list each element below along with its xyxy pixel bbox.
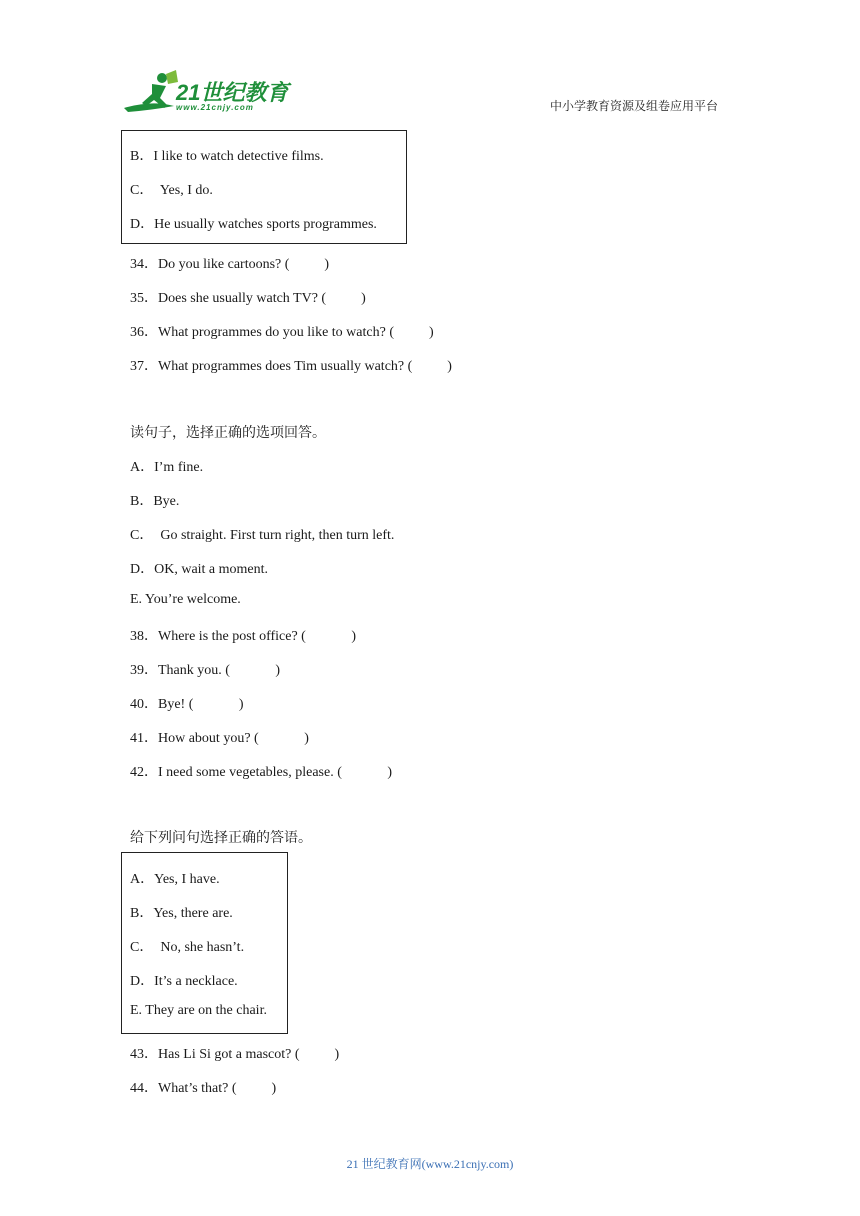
option-b: B．Bye. <box>130 494 180 509</box>
option-e: E. You’re welcome. <box>130 592 241 607</box>
instruction-3: 给下列问句选择正确的答语。 <box>130 831 312 846</box>
option-c: C． No, she hasn’t. <box>130 940 245 955</box>
option-d: D．It’s a necklace. <box>130 974 238 989</box>
option-b: B．Yes, there are. <box>130 906 233 921</box>
option-d: D．OK, wait a moment. <box>130 562 269 577</box>
instruction-2: 读句子，选择正确的选项回答。 <box>130 426 326 441</box>
question-34: 34．Do you like cartoons? ( ) <box>130 257 330 272</box>
option-a: A．Yes, I have. <box>130 872 220 887</box>
question-40: 40．Bye! ( ) <box>130 697 244 712</box>
question-44: 44．What’s that? ( ) <box>130 1081 277 1096</box>
option-c: C． Go straight. First turn right, then turn left. <box>130 528 395 543</box>
option-b: B．I like to watch detective films. <box>130 149 324 164</box>
question-38: 38．Where is the post office? ( ) <box>130 629 357 644</box>
question-36: 36．What programmes do you like to watch? ( ) <box>130 325 434 340</box>
footer-link[interactable]: 21 世纪教育网(www.21cnjy.com) <box>346 1157 514 1171</box>
option-e: E. They are on the chair. <box>130 1003 267 1018</box>
question-43: 43．Has Li Si got a mascot? ( ) <box>130 1047 340 1062</box>
question-39: 39．Thank you. ( ) <box>130 663 281 678</box>
question-35: 35．Does she usually watch TV? ( ) <box>130 291 366 306</box>
question-37: 37．What programmes does Tim usually watch? ( ) <box>130 359 452 374</box>
option-a: A．I’m fine. <box>130 460 204 475</box>
option-d: D．He usually watches sports programmes. <box>130 217 377 232</box>
logo-url: www.21cnjy.com <box>176 103 254 112</box>
logo-text: 21世纪教育 <box>176 80 289 105</box>
question-41: 41．How about you? ( ) <box>130 731 309 746</box>
platform-label: 中小学教育资源及组卷应用平台 <box>550 99 719 113</box>
option-c: C． Yes, I do. <box>130 183 213 198</box>
question-42: 42．I need some vegetables, please. ( ) <box>130 765 393 780</box>
